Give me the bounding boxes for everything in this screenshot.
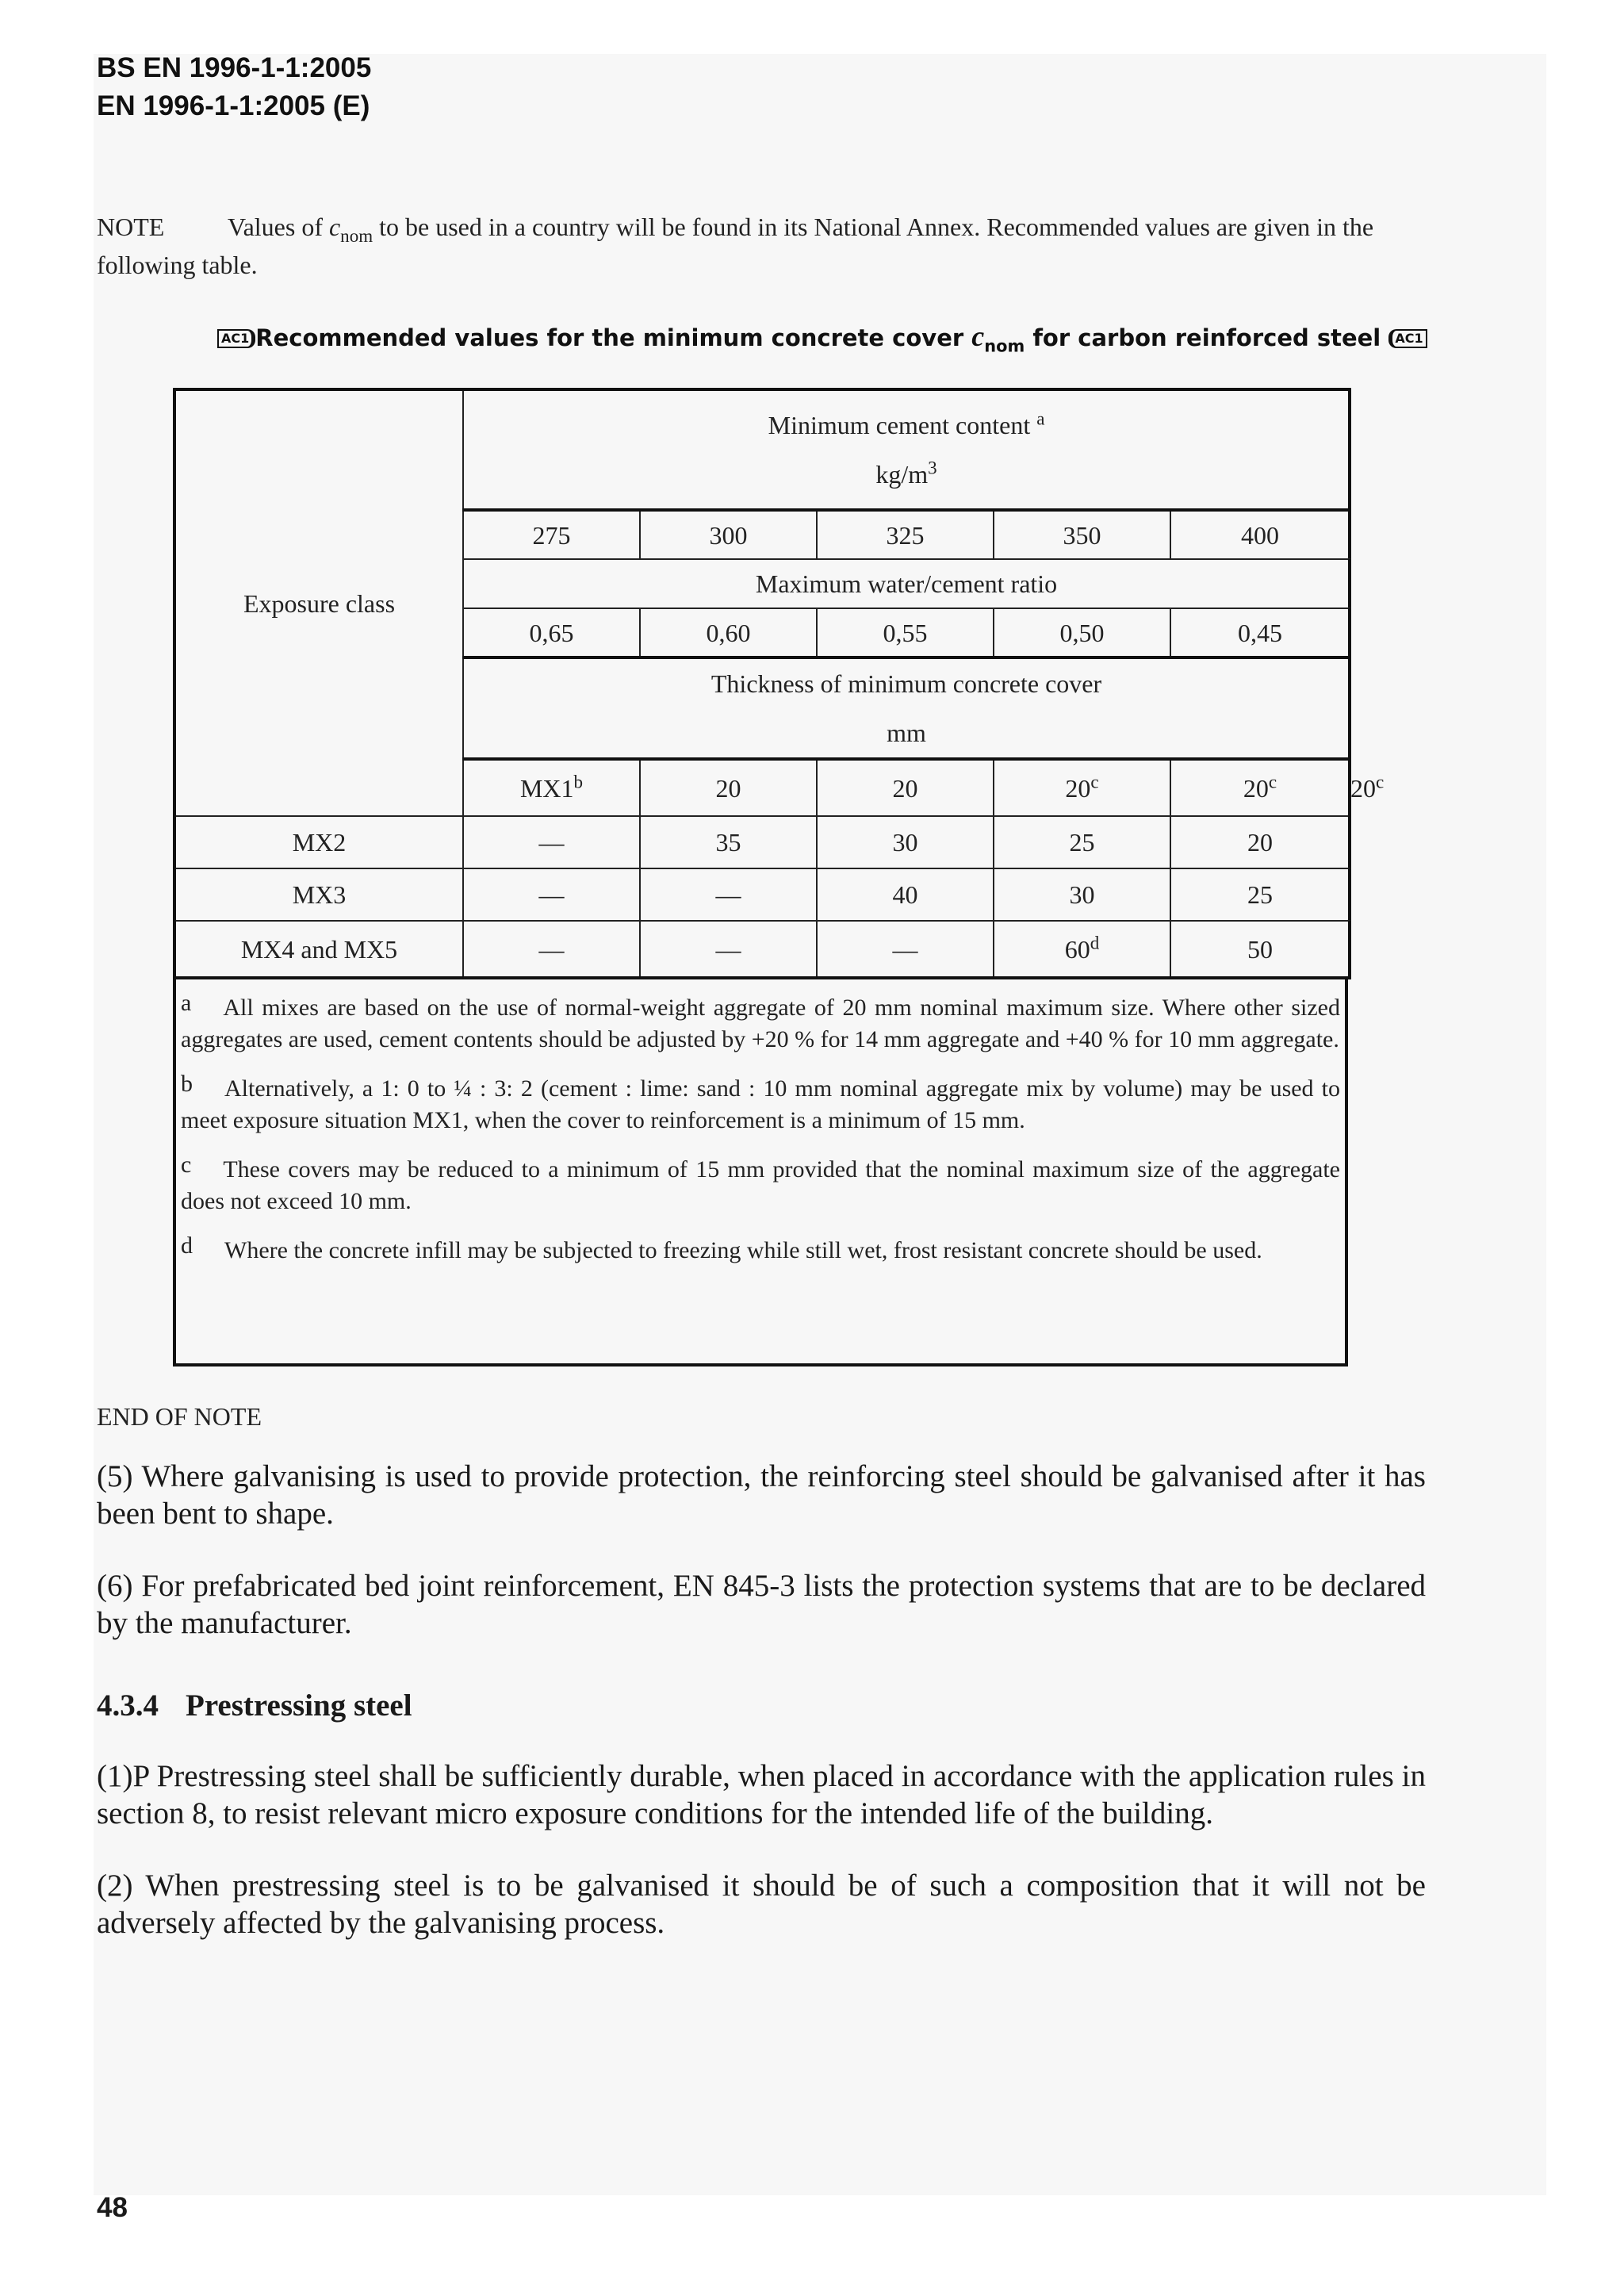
cover-cell: 20 [817,759,994,816]
cover-cell: — [640,921,817,978]
table-row [174,921,1350,978]
caption-text-before: Recommended values for the minimum concrete cover [255,324,972,351]
exposure-class-header: Exposure class [174,389,463,816]
note-intro [97,208,1426,284]
cement-content-cell: 325 [817,510,994,559]
cement-content-cell: 350 [994,510,1170,559]
cover-cell: — [817,921,994,978]
footnote-d: d Where the concrete infill may be subjected to freezing while still wet, frost resistant concrete should be used. [181,1232,1262,1263]
section-heading [97,1686,412,1726]
cover-cell: — [463,921,640,978]
note-text-after: to be used in a country will be found in its National Annex. Recommended values are given in the following table. [97,213,1374,279]
table-caption [217,316,1423,358]
standard-id-line1: BS EN 1996-1-1:2005 [97,52,372,83]
end-of-note: END OF NOTE [97,1402,262,1431]
exposure-class-cell: MX3 [174,868,463,921]
cover-cell: 25 [994,816,1170,868]
wc-ratio-cell: 0,55 [817,608,994,657]
cover-cell: 20 [1170,816,1350,868]
note-label: NOTE [97,213,165,241]
caption-symbol-sub: nom [984,336,1025,356]
cover-cell: 20$^c$ [994,759,1170,816]
concrete-cover-table [173,388,1385,979]
exposure-class-cell: MX2 [174,816,463,868]
cover-cell: 60$^d$ [994,921,1170,978]
ac1-start-marker: AC1 [217,329,255,348]
note-symbol-sub: nom [340,225,373,247]
cement-content-cell: 400 [1170,510,1350,559]
cement-content-cell: 300 [640,510,817,559]
table-row [174,816,1350,868]
cover-cell: 30 [817,816,994,868]
cover-cell: 20 [640,759,817,816]
paragraph-6: (6) For prefabricated bed joint reinforcement, EN 845-3 lists the protection systems that are to be declared by the manufacturer. [97,1569,1426,1640]
caption-text-after: for carbon reinforced steel [1025,324,1381,351]
cover-cell: 50 [1170,921,1350,978]
note-text-before: Values of [228,213,329,241]
wc-ratio-cell: 0,60 [640,608,817,657]
cover-cell: 35 [640,816,817,868]
cover-cell: — [463,868,640,921]
section-paragraph-1: (1)P Prestressing steel shall be sufficiently durable, when placed in accordance with the application rules in section 8, to resist relevant micro exposure conditions for the intended life of the building. [97,1759,1426,1830]
wc-ratio-cell: 0,45 [1170,608,1350,657]
cover-cell: — [463,816,640,868]
cover-cell: 20$^c$ [1170,759,1350,816]
paragraph-5: (5) Where galvanising is used to provide protection, the reinforcing steel should be galvanised after it has been bent to shape. [97,1459,1426,1531]
exposure-class-cell: MX4 and MX5 [174,921,463,978]
wc-ratio-cell: 0,50 [994,608,1170,657]
caption-symbol: c [971,320,985,352]
ac1-end-marker: AC1 [1388,329,1427,348]
cover-cell: 25 [1170,868,1350,921]
cover-thickness-header: Thickness of minimum concrete cover mm [463,657,1350,759]
table-row [174,868,1350,921]
footnote-a: a All mixes are based on the use of normal-weight aggregate of 20 mm nominal maximum size. Where other sized aggregates are used, cement contents should be adjusted by +20 % for 14 mm aggregate and +40 % for 10 mm aggregate. [181,990,1340,1052]
section-paragraph-2: (2) When prestressing steel is to be galvanised it should be of such a composition that it will not be adversely affected by the galvanising process. [97,1869,1426,1940]
cement-content-header: Minimum cement content $^a$ $kg/m^3$ [463,389,1350,510]
exposure-class-cell: MX1$^b$ [463,759,640,816]
table-footnotes [173,978,1348,1366]
document-header [97,49,371,125]
footnote-b: b Alternatively, a 1: 0 to ¼ : 3: 2 (cement : lime: sand : 10 mm nominal aggregate mix by volume) may be used to meet exposure situation MX1, when the cover to reinforcement is a minimum of 15 mm. [181,1071,1340,1133]
section-number: 4.3.4 [97,1688,159,1723]
page-number: 48 [97,2192,128,2223]
note-symbol: c [328,213,341,241]
standard-id-line2: EN 1996-1-1:2005 (E) [97,90,370,121]
water-cement-header: Maximum water/cement ratio [463,559,1350,608]
cover-cell: 30 [994,868,1170,921]
cover-cell: 40 [817,868,994,921]
table-row: MX1$^b$ 20 20 20$^c$ 20$^c$ 20$^c$ [174,759,1350,816]
footnote-c: c These covers may be reduced to a minimum of 15 mm provided that the nominal maximum size of the aggregate does not exceed 10 mm. [181,1152,1340,1214]
section-title: Prestressing steel [186,1688,412,1723]
wc-ratio-cell: 0,65 [463,608,640,657]
cover-cell: — [640,868,817,921]
cement-content-cell: 275 [463,510,640,559]
